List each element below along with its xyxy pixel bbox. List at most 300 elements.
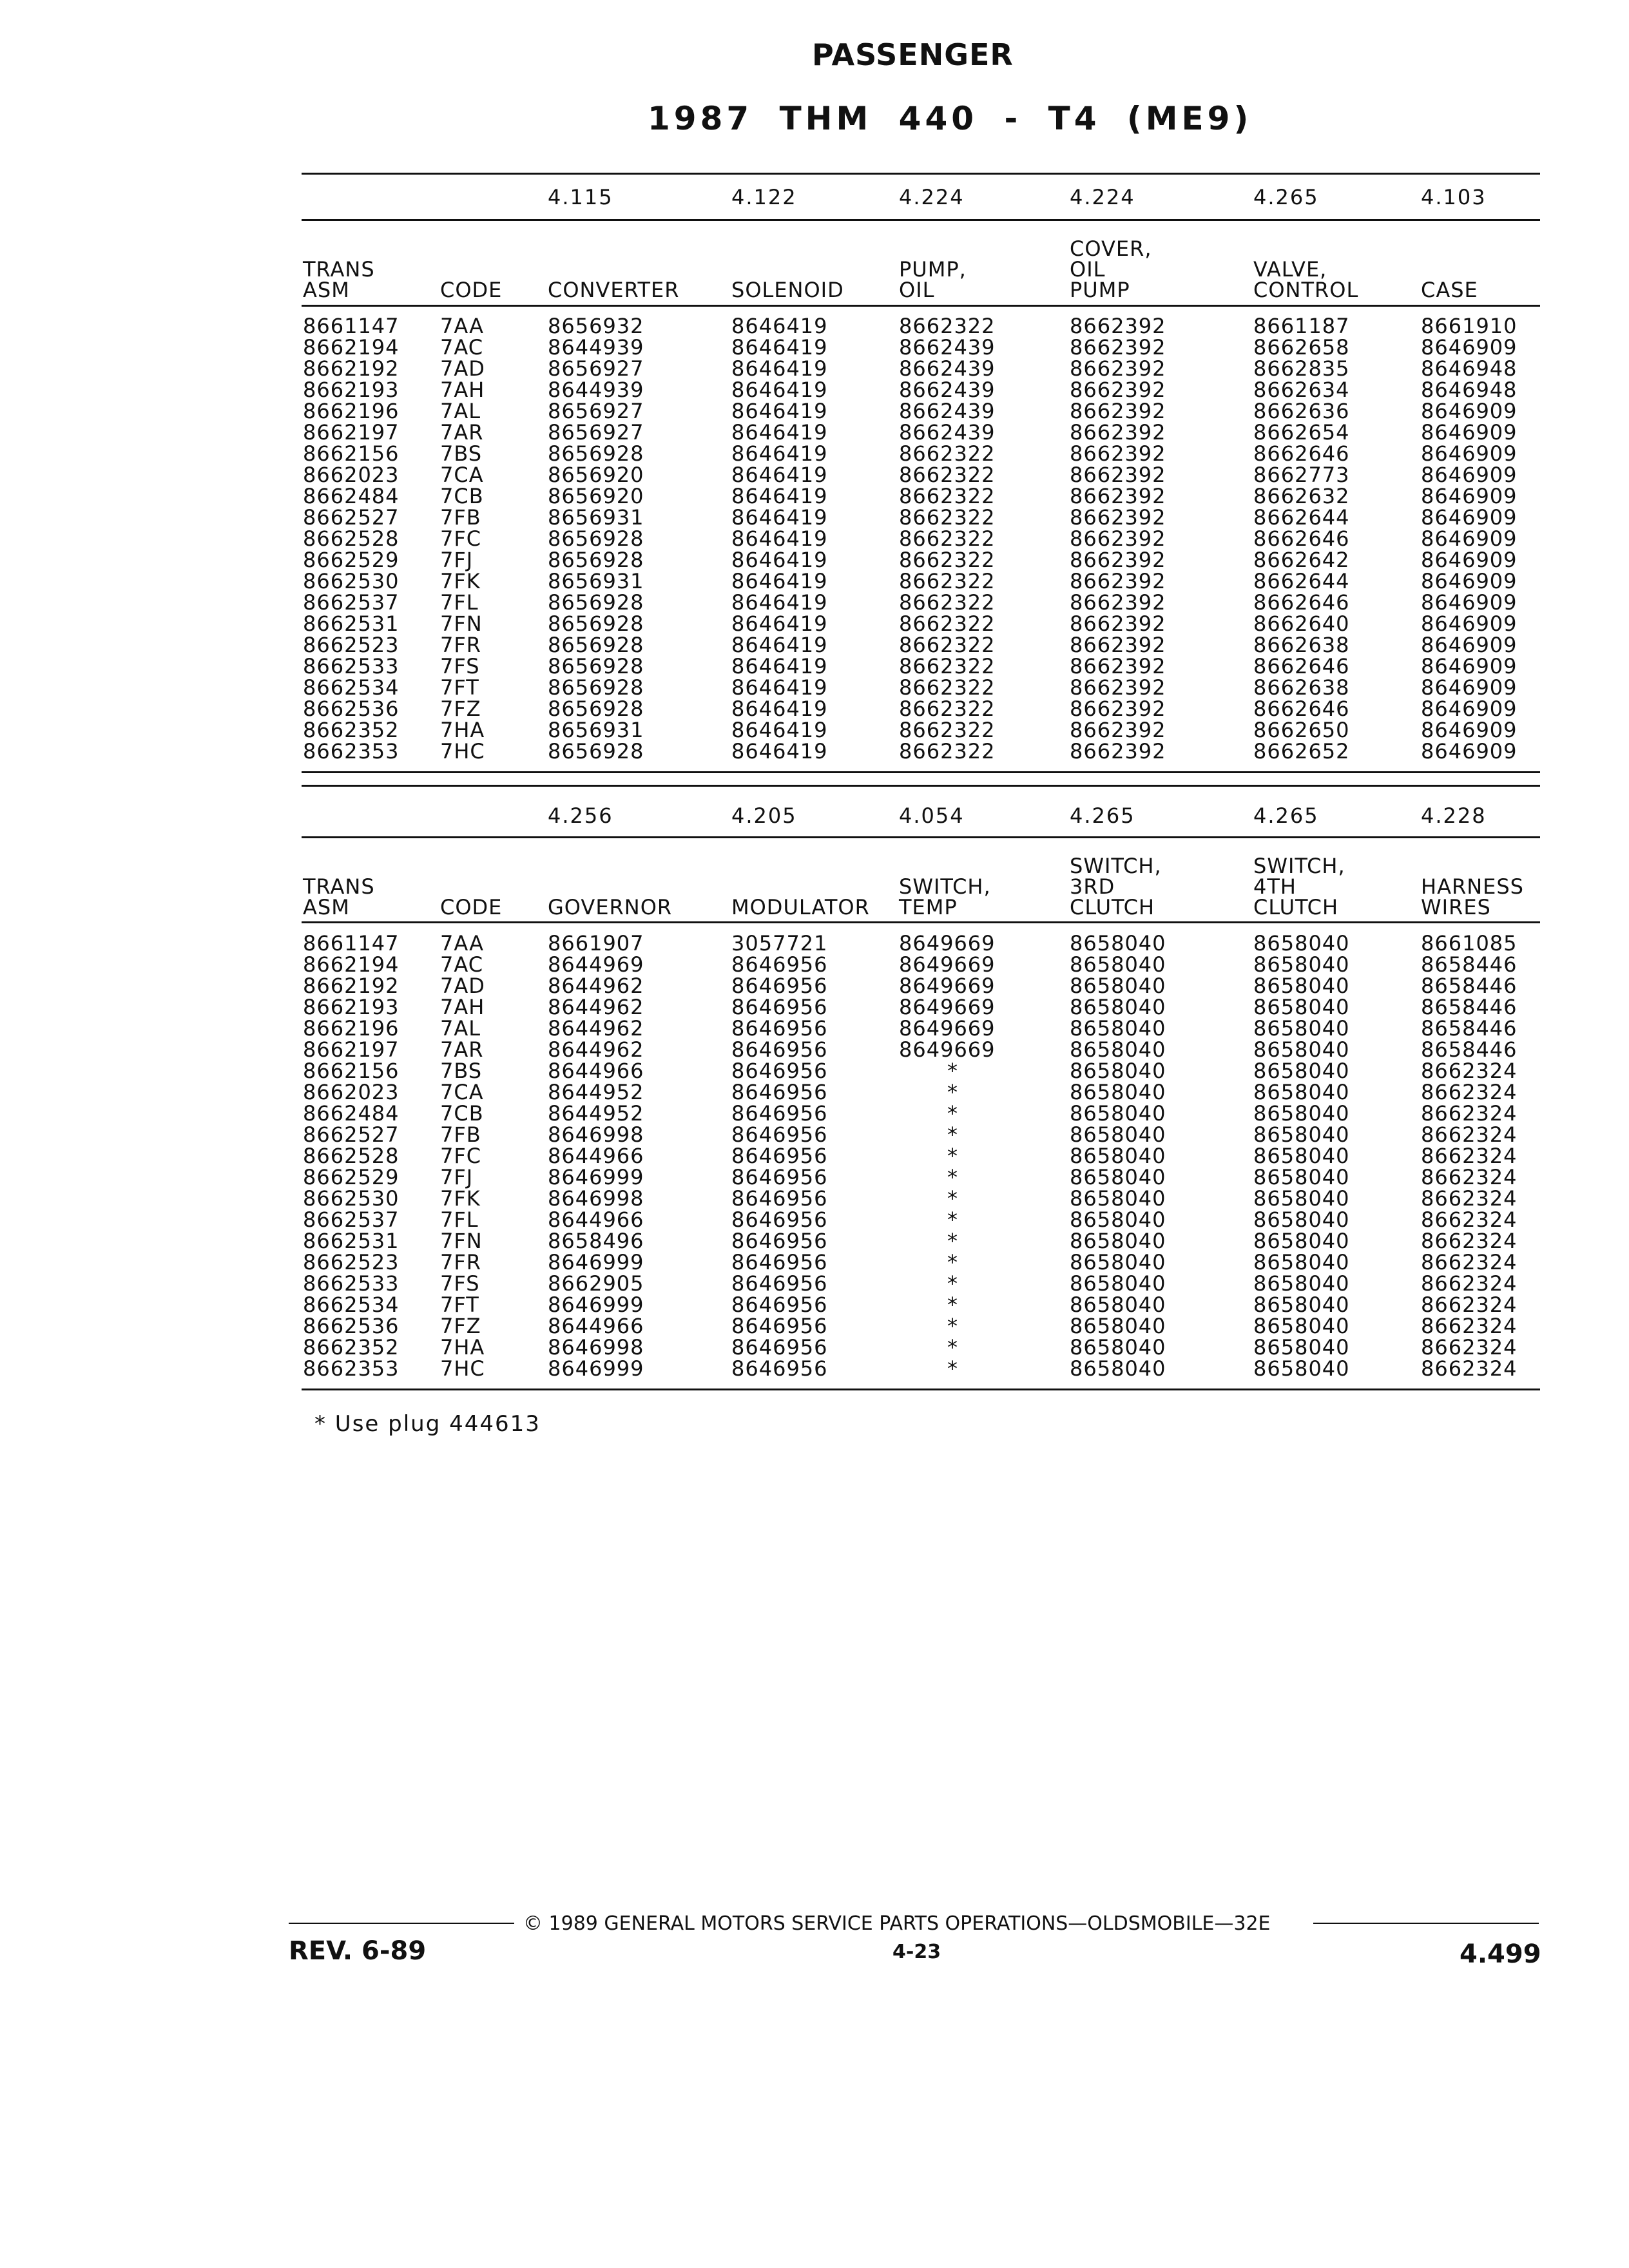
- table-cell: 8658040: [1253, 1016, 1350, 1041]
- table-cell: 8656928: [548, 675, 644, 700]
- table-cell: 7AH: [440, 378, 485, 402]
- table-cell: 8661187: [1253, 314, 1350, 338]
- table-cell: 8646419: [731, 611, 828, 636]
- section-ref: 4.054: [899, 803, 965, 828]
- table-cell: 8662392: [1070, 739, 1166, 764]
- table-cell: 8656932: [548, 314, 644, 338]
- table-cell: 8662773: [1253, 463, 1350, 487]
- table-cell: 8662530: [303, 569, 400, 593]
- table-cell: 8656931: [548, 569, 644, 593]
- table-cell: 8646956: [731, 1122, 828, 1147]
- table-cell: 7AA: [440, 931, 485, 956]
- column-header: PUMP, OIL: [899, 257, 967, 302]
- table-cell: 8644962: [548, 974, 644, 998]
- page-number: 4-23: [892, 1941, 941, 1963]
- table-cell: 8646956: [731, 1207, 828, 1232]
- table-cell: *: [947, 1101, 958, 1126]
- table-top-rule: [302, 785, 1540, 787]
- table-cell: 8662646: [1253, 654, 1350, 678]
- table-cell: 8646998: [548, 1335, 644, 1360]
- table-cell: 8662536: [303, 1314, 400, 1338]
- table-cell: 8646419: [731, 633, 828, 657]
- copyright-text: © 1989 GENERAL MOTORS SERVICE PARTS OPERATIONS—OLDSMOBILE—32E: [523, 1912, 1271, 1935]
- column-header: TRANS ASM: [303, 257, 375, 302]
- table-cell: 8662156: [303, 441, 400, 466]
- table-cell: 7FN: [440, 1229, 483, 1253]
- table-cell: *: [947, 1229, 958, 1253]
- table-cell: 8662353: [303, 1356, 400, 1381]
- table-cell: 8646909: [1421, 463, 1518, 487]
- table-cell: 7AL: [440, 1016, 481, 1041]
- table-cell: 8662644: [1253, 505, 1350, 530]
- table-cell: 8658040: [1253, 1293, 1350, 1317]
- table-cell: 8661147: [303, 931, 400, 956]
- table-cell: 8646956: [731, 1229, 828, 1253]
- table-cell: 8661147: [303, 314, 400, 338]
- table-cell: 8656928: [548, 633, 644, 657]
- table-cell: 8656928: [548, 548, 644, 572]
- table-cell: 8658040: [1253, 952, 1350, 977]
- table-cell: 8658040: [1070, 1016, 1166, 1041]
- table-cell: 8662392: [1070, 697, 1166, 721]
- table-cell: 8646419: [731, 356, 828, 381]
- table-cell: 7FL: [440, 1207, 479, 1232]
- column-header: CODE: [440, 278, 503, 302]
- table-cell: 8646419: [731, 441, 828, 466]
- table-bottom-rule: [302, 771, 1540, 773]
- table-cell: 7HC: [440, 739, 485, 764]
- table-cell: 8662193: [303, 378, 400, 402]
- table-cell: 7FR: [440, 633, 481, 657]
- table-cell: 7FZ: [440, 1314, 481, 1338]
- table-cell: 8646956: [731, 1144, 828, 1168]
- table-cell: 7BS: [440, 441, 483, 466]
- table-cell: *: [947, 1165, 958, 1189]
- table-cell: 8658040: [1253, 1271, 1350, 1296]
- section-ref: 4.224: [1070, 185, 1135, 209]
- header-rule: [302, 921, 1540, 923]
- table-cell: 8662197: [303, 420, 400, 445]
- table-cell: 8662537: [303, 1207, 400, 1232]
- table-cell: 8662534: [303, 675, 400, 700]
- column-header: SWITCH, 3RD CLUTCH: [1070, 854, 1162, 919]
- table-cell: 8662484: [303, 1101, 400, 1126]
- table-cell: 8646956: [731, 1037, 828, 1062]
- table-cell: 8662638: [1253, 633, 1350, 657]
- table-cell: 8649669: [899, 995, 996, 1019]
- table-cell: 8646956: [731, 995, 828, 1019]
- table-cell: 8646419: [731, 505, 828, 530]
- table-cell: 8662634: [1253, 378, 1350, 402]
- table-cell: 8662194: [303, 335, 400, 360]
- table-cell: 8646956: [731, 1101, 828, 1126]
- section-ref: 4.265: [1253, 185, 1319, 209]
- table-cell: 8658040: [1253, 1122, 1350, 1147]
- table-cell: 8662324: [1421, 1144, 1518, 1168]
- table-cell: 8662324: [1421, 1122, 1518, 1147]
- table-cell: 8662196: [303, 1016, 400, 1041]
- table-cell: 8646909: [1421, 739, 1518, 764]
- table-cell: 8662324: [1421, 1335, 1518, 1360]
- table-cell: 8658040: [1070, 974, 1166, 998]
- table-top-rule: [302, 173, 1540, 175]
- table-cell: 7HA: [440, 1335, 485, 1360]
- table-cell: 8646956: [731, 1186, 828, 1211]
- table-cell: 8646956: [731, 1016, 828, 1041]
- table-cell: 8658040: [1070, 995, 1166, 1019]
- revision-label: REV. 6-89: [289, 1936, 427, 1966]
- table-cell: *: [947, 1293, 958, 1317]
- table-cell: 7HC: [440, 1356, 485, 1381]
- section-ref: 4.205: [731, 803, 797, 828]
- table-cell: 8658040: [1253, 1207, 1350, 1232]
- table-cell: 8656931: [548, 505, 644, 530]
- table-cell: 8658040: [1070, 1314, 1166, 1338]
- table-cell: 7CA: [440, 463, 484, 487]
- table-cell: 8656927: [548, 399, 644, 423]
- table-cell: 8662533: [303, 1271, 400, 1296]
- table-cell: 8662352: [303, 1335, 400, 1360]
- table-cell: 8646909: [1421, 526, 1518, 551]
- table-cell: 8662196: [303, 399, 400, 423]
- table-cell: 8662835: [1253, 356, 1350, 381]
- table-cell: 8646909: [1421, 675, 1518, 700]
- column-header: CONVERTER: [548, 278, 680, 302]
- table-cell: 8646909: [1421, 335, 1518, 360]
- table-cell: 8656920: [548, 484, 644, 508]
- table-cell: 8662023: [303, 1080, 400, 1104]
- table-cell: 8658040: [1253, 1356, 1350, 1381]
- table-cell: 7FC: [440, 1144, 482, 1168]
- table-cell: 8662392: [1070, 590, 1166, 615]
- table-cell: 8662156: [303, 1059, 400, 1083]
- table-cell: 8656931: [548, 718, 644, 742]
- table-cell: 8646909: [1421, 399, 1518, 423]
- table-bottom-rule: [302, 1389, 1540, 1390]
- table-cell: 7FK: [440, 569, 481, 593]
- table-cell: 8658040: [1253, 1080, 1350, 1104]
- table-cell: 8662658: [1253, 335, 1350, 360]
- table-cell: 8662322: [899, 505, 996, 530]
- table-cell: 8662650: [1253, 718, 1350, 742]
- table-cell: 8646419: [731, 569, 828, 593]
- table-cell: 8646419: [731, 675, 828, 700]
- table-cell: 8646419: [731, 420, 828, 445]
- table-cell: 8662324: [1421, 1229, 1518, 1253]
- table-cell: 8658040: [1070, 1207, 1166, 1232]
- table-cell: 8658040: [1070, 1037, 1166, 1062]
- section-ref: 4.115: [548, 185, 613, 209]
- table-cell: 8662439: [899, 420, 996, 445]
- table-cell: 8662322: [899, 633, 996, 657]
- table-cell: 8646419: [731, 335, 828, 360]
- table-cell: 7CB: [440, 1101, 484, 1126]
- table-cell: 8662392: [1070, 356, 1166, 381]
- table-cell: 8662392: [1070, 654, 1166, 678]
- table-cell: 8662536: [303, 697, 400, 721]
- table-cell: *: [947, 1271, 958, 1296]
- table-cell: 8662353: [303, 739, 400, 764]
- table-cell: 8649669: [899, 1037, 996, 1062]
- table-cell: 8649669: [899, 974, 996, 998]
- table-cell: 8656928: [548, 654, 644, 678]
- table-cell: 8656928: [548, 611, 644, 636]
- table-cell: 8662392: [1070, 569, 1166, 593]
- column-header: CASE: [1421, 278, 1478, 302]
- column-header: CODE: [440, 895, 503, 919]
- table-cell: 8646419: [731, 378, 828, 402]
- table-cell: 8662193: [303, 995, 400, 1019]
- table-cell: 8662654: [1253, 420, 1350, 445]
- table-cell: 8646909: [1421, 633, 1518, 657]
- table-cell: 8658040: [1070, 1293, 1166, 1317]
- column-header: MODULATOR: [731, 895, 870, 919]
- table-cell: 8662322: [899, 441, 996, 466]
- table-cell: 8658040: [1253, 1250, 1350, 1274]
- table-cell: 7FR: [440, 1250, 481, 1274]
- table-cell: 8646909: [1421, 697, 1518, 721]
- table-cell: 8662636: [1253, 399, 1350, 423]
- table-cell: 8658040: [1253, 995, 1350, 1019]
- table-cell: 8662324: [1421, 1165, 1518, 1189]
- table-cell: 8658040: [1253, 1144, 1350, 1168]
- table-cell: 8661907: [548, 931, 644, 956]
- table-cell: 8662324: [1421, 1059, 1518, 1083]
- table-cell: 8658040: [1253, 1314, 1350, 1338]
- table-cell: 8658040: [1253, 1229, 1350, 1253]
- table-cell: 8649669: [899, 931, 996, 956]
- table-cell: 8646909: [1421, 569, 1518, 593]
- table-cell: 3057721: [731, 931, 828, 956]
- table-cell: 7CA: [440, 1080, 484, 1104]
- table-cell: 8662527: [303, 505, 400, 530]
- table-cell: 8661910: [1421, 314, 1518, 338]
- table-cell: 8644952: [548, 1080, 644, 1104]
- table-cell: 8646956: [731, 974, 828, 998]
- table-cell: 8662023: [303, 463, 400, 487]
- table-cell: 8658496: [548, 1229, 644, 1253]
- table-cell: 8658040: [1070, 1080, 1166, 1104]
- table-cell: 7FT: [440, 675, 479, 700]
- table-cell: 8646956: [731, 1293, 828, 1317]
- table-cell: 7AC: [440, 952, 484, 977]
- table-cell: 8646956: [731, 1250, 828, 1274]
- table-cell: 8658040: [1070, 1271, 1166, 1296]
- table-cell: 8662905: [548, 1271, 644, 1296]
- table-cell: 8658040: [1253, 1059, 1350, 1083]
- table-cell: 8658040: [1070, 1122, 1166, 1147]
- table-cell: 8662392: [1070, 399, 1166, 423]
- table-cell: 8662646: [1253, 697, 1350, 721]
- table-cell: 8644966: [548, 1059, 644, 1083]
- table-cell: 8658040: [1253, 1335, 1350, 1360]
- table-cell: 8662392: [1070, 314, 1166, 338]
- table-cell: 8658040: [1070, 1165, 1166, 1189]
- table-cell: 8658040: [1070, 1059, 1166, 1083]
- table-cell: 8656927: [548, 356, 644, 381]
- section-ref: 4.103: [1421, 185, 1487, 209]
- table-cell: 7AR: [440, 420, 484, 445]
- table-cell: 7AC: [440, 335, 484, 360]
- page-code: 4.499: [1460, 1939, 1541, 1969]
- column-header: SWITCH, 4TH CLUTCH: [1253, 854, 1345, 919]
- table-cell: 8662324: [1421, 1271, 1518, 1296]
- table-cell: 8662392: [1070, 718, 1166, 742]
- table-cell: 8646419: [731, 654, 828, 678]
- section-ref: 4.122: [731, 185, 797, 209]
- column-header: SOLENOID: [731, 278, 844, 302]
- table-cell: 8658040: [1253, 974, 1350, 998]
- table-cell: 8646419: [731, 399, 828, 423]
- table-cell: 8646909: [1421, 484, 1518, 508]
- table-cell: 8662322: [899, 697, 996, 721]
- table-cell: 8662646: [1253, 590, 1350, 615]
- table-cell: 8662322: [899, 314, 996, 338]
- table-cell: 8646419: [731, 548, 828, 572]
- table-cell: 8662192: [303, 974, 400, 998]
- table-cell: 8662531: [303, 1229, 400, 1253]
- table-cell: 8658040: [1070, 1250, 1166, 1274]
- table-cell: 8656920: [548, 463, 644, 487]
- table-cell: 7FZ: [440, 697, 481, 721]
- table-cell: 8658040: [1070, 952, 1166, 977]
- table-cell: 8646909: [1421, 420, 1518, 445]
- table-cell: 8662192: [303, 356, 400, 381]
- table-cell: 8656928: [548, 526, 644, 551]
- table-cell: 8646999: [548, 1165, 644, 1189]
- table-cell: 8646999: [548, 1293, 644, 1317]
- table-cell: 8662324: [1421, 1314, 1518, 1338]
- table-cell: *: [947, 1356, 958, 1381]
- table-cell: 8644966: [548, 1207, 644, 1232]
- table-cell: 8662392: [1070, 441, 1166, 466]
- table-cell: 8658040: [1070, 1356, 1166, 1381]
- table-cell: *: [947, 1186, 958, 1211]
- table-cell: 7FJ: [440, 548, 474, 572]
- table-cell: 7FB: [440, 1122, 481, 1147]
- table-cell: 8646956: [731, 1314, 828, 1338]
- table-cell: 8646956: [731, 1271, 828, 1296]
- table-cell: 8658446: [1421, 952, 1518, 977]
- table-cell: 8662324: [1421, 1186, 1518, 1211]
- table-cell: 8658040: [1070, 1335, 1166, 1360]
- table-cell: 8662531: [303, 611, 400, 636]
- table-cell: 8662324: [1421, 1356, 1518, 1381]
- table-cell: 8646956: [731, 1165, 828, 1189]
- table-cell: 8646909: [1421, 505, 1518, 530]
- table-cell: 8646419: [731, 739, 828, 764]
- table-cell: 8662322: [899, 548, 996, 572]
- table-cell: 8644939: [548, 335, 644, 360]
- table-cell: 7CB: [440, 484, 484, 508]
- table-cell: 7FS: [440, 654, 480, 678]
- table-cell: *: [947, 1059, 958, 1083]
- table-cell: 8646956: [731, 1059, 828, 1083]
- table-cell: 8662530: [303, 1186, 400, 1211]
- table-cell: 8662537: [303, 590, 400, 615]
- ref-rule: [302, 836, 1540, 838]
- table-cell: 7AH: [440, 995, 485, 1019]
- table-cell: 8662392: [1070, 505, 1166, 530]
- table-cell: *: [947, 1207, 958, 1232]
- table-cell: 8646909: [1421, 441, 1518, 466]
- table-cell: 8662484: [303, 484, 400, 508]
- section-ref: 4.224: [899, 185, 965, 209]
- table-cell: 7AR: [440, 1037, 484, 1062]
- table-cell: 8646956: [731, 1080, 828, 1104]
- column-header: COVER, OIL PUMP: [1070, 236, 1152, 302]
- table-cell: 8662392: [1070, 484, 1166, 508]
- table-cell: 8662322: [899, 526, 996, 551]
- table-cell: 8662439: [899, 399, 996, 423]
- table-cell: 8646998: [548, 1186, 644, 1211]
- table-cell: 8658040: [1070, 1101, 1166, 1126]
- table-cell: 8658446: [1421, 1037, 1518, 1062]
- table-cell: 8644966: [548, 1314, 644, 1338]
- table-cell: 8644962: [548, 1037, 644, 1062]
- table-cell: 8661085: [1421, 931, 1518, 956]
- table-cell: 8662638: [1253, 675, 1350, 700]
- table-cell: 8662322: [899, 739, 996, 764]
- table-cell: 7AA: [440, 314, 485, 338]
- table-cell: 8656927: [548, 420, 644, 445]
- table-cell: 8646909: [1421, 654, 1518, 678]
- table-cell: 8646419: [731, 590, 828, 615]
- table-cell: *: [947, 1080, 958, 1104]
- table-cell: 8662529: [303, 1165, 400, 1189]
- table-cell: 8646419: [731, 484, 828, 508]
- table-cell: 8662322: [899, 675, 996, 700]
- table-cell: 8656928: [548, 441, 644, 466]
- footnote: * Use plug 444613: [314, 1411, 541, 1437]
- table-cell: 7FK: [440, 1186, 481, 1211]
- section-ref: 4.228: [1421, 803, 1487, 828]
- table-cell: 8662640: [1253, 611, 1350, 636]
- table-cell: 8662392: [1070, 463, 1166, 487]
- table-cell: *: [947, 1250, 958, 1274]
- table-cell: 8662528: [303, 1144, 400, 1168]
- table-cell: 8662534: [303, 1293, 400, 1317]
- table-cell: 8662324: [1421, 1250, 1518, 1274]
- table-cell: 8662322: [899, 569, 996, 593]
- table-cell: 8662392: [1070, 378, 1166, 402]
- table-cell: 8658040: [1253, 1101, 1350, 1126]
- table-cell: *: [947, 1144, 958, 1168]
- table-cell: 7BS: [440, 1059, 483, 1083]
- table-cell: 8662322: [899, 484, 996, 508]
- table-cell: *: [947, 1335, 958, 1360]
- table-cell: 8646419: [731, 697, 828, 721]
- table-cell: 7HA: [440, 718, 485, 742]
- table-cell: 8662197: [303, 1037, 400, 1062]
- table-cell: 8646999: [548, 1250, 644, 1274]
- table-cell: 8656928: [548, 590, 644, 615]
- table-cell: 7AL: [440, 399, 481, 423]
- table-cell: 8649669: [899, 952, 996, 977]
- table-cell: 8662392: [1070, 611, 1166, 636]
- table-cell: 8658040: [1253, 1165, 1350, 1189]
- page-title-line1: PASSENGER: [812, 37, 1014, 72]
- table-cell: 8662322: [899, 463, 996, 487]
- table-cell: 8646419: [731, 718, 828, 742]
- table-cell: 7FB: [440, 505, 481, 530]
- section-ref: 4.265: [1070, 803, 1135, 828]
- table-cell: 8644962: [548, 995, 644, 1019]
- table-cell: 7FS: [440, 1271, 480, 1296]
- table-cell: 8662352: [303, 718, 400, 742]
- table-cell: 8649669: [899, 1016, 996, 1041]
- table-cell: 8646948: [1421, 378, 1518, 402]
